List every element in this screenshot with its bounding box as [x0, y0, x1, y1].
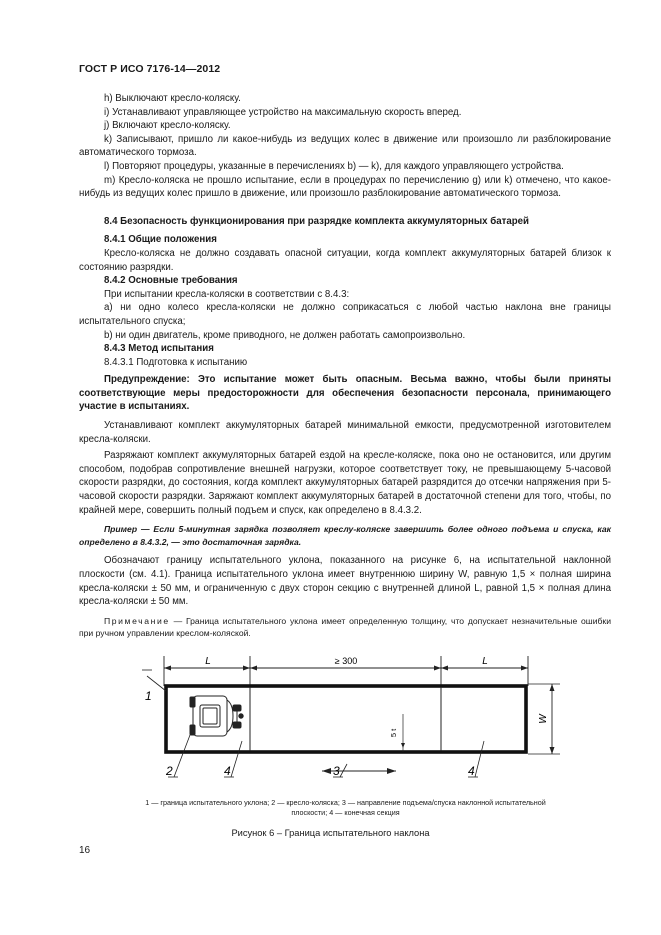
callout-label-4-right: 4 — [468, 764, 475, 778]
list-item-k: k) Записывают, пришло ли какое-нибудь из ведущих колес в движение или произошло ли разблокирование автоматического тормоза. — [79, 133, 611, 159]
wheelchair-icon — [190, 696, 243, 736]
section-heading-8-4: 8.4 Безопасность функционирования при разрядке комплекта аккумуляторных батарей — [104, 215, 529, 227]
leader-line-4-right — [475, 741, 484, 777]
note-label: Примечание — [104, 615, 170, 626]
list-item-l: l) Повторяют процедуры, указанные в перечислениях b) — k), для каждого управляющего устройства. — [104, 160, 564, 172]
callout-label-3: 3 — [333, 764, 340, 778]
list-item-m: m) Кресло-коляска не прошло испытание, если в процедурах по перечислению g) или k) отмечено, что какое-нибудь из ведущих колес пришло в движение, или произошло разблокирование автоматического тормоза. — [79, 174, 611, 200]
example-paragraph: Пример — Если 5-минутная зарядка позволяет креслу-коляске завершить более одного подъема и спуска, как определено в 8.4.3.2, — это достаточная зарядка. — [79, 524, 611, 547]
paragraph-8-4-1: Кресло-коляска не должно создавать опасной ситуации, когда комплект аккумуляторных батарей близок к состоянию разрядки. — [79, 247, 611, 273]
figure-legend-line-2: плоскости; 4 — конечная секция — [291, 808, 400, 817]
dim-label-right: L — [482, 656, 488, 667]
subsection-heading-8-4-2: 8.4.2 Основные требования — [104, 275, 238, 287]
leader-line-4-left — [231, 741, 242, 777]
page-body — [79, 92, 611, 640]
dim-label-left: L — [205, 656, 211, 667]
paragraph-discharge: Разряжают комплект аккумуляторных батарей ездой на кресле-коляске, пока оно не остановится, или другим способом, подобрав сопротивление внешней нагрузки, которое соответствует току, не превышающему 5-часовой скорости разрядки, до состояния, когда комплект аккумуляторных батарей разрядится до отсечки напряжения при 5-часовой скорости разрядки. Заряжают комплект аккумуляторных батарей в достаточной степени для того, чтобы, по крайней мере, совершить полный подъем и спуск, как определено в 8.4.3.2. — [79, 450, 611, 516]
list-item-b: b) ни один двигатель, кроме приводного, не должен работать самопроизвольно. — [104, 329, 466, 341]
leader-line-2 — [174, 735, 190, 777]
figure-title: Рисунок 6 – Граница испытательного наклона — [231, 828, 430, 838]
list-item-j: j) Включают кресло-коляску. — [104, 120, 231, 132]
paragraph-8-4-2-intro: При испытании кресла-коляски в соответствии с 8.4.3: — [104, 288, 350, 300]
callout-label-2: 2 — [166, 764, 173, 778]
document-header: ГОСТ Р ИСО 7176-14—2012 — [79, 63, 221, 75]
subsection-heading-8-4-1: 8.4.1 Общие положения — [104, 234, 217, 246]
callout-label-1: 1 — [145, 689, 152, 703]
list-item-a: a) ни одно колесо кресла-коляски не должно соприкасаться с любой частью наклона вне границы испытательного спуска; — [79, 302, 611, 327]
dim-label-middle: ≥ 300 — [334, 656, 358, 666]
callout-label-4-left: 4 — [224, 764, 231, 778]
figure-legend — [93, 798, 598, 818]
subsection-heading-8-4-3: 8.4.3 Метод испытания — [104, 343, 214, 355]
figure-legend-line-1: 1 — граница испытательного уклона; 2 — кресло-коляска; 3 — направление подъема/спуска наклонной испытательной — [145, 798, 546, 807]
page-number: 16 — [79, 845, 91, 856]
note-text: — Граница испытательного уклона имеет определенную толщину, что допускает незначительные ошибки при ручном управлении креслом-коляской. — [79, 615, 611, 639]
note-paragraph — [79, 615, 611, 640]
dim-label-w: W — [538, 714, 549, 724]
dimension-thickness-arrowhead — [401, 743, 405, 748]
figure-6-diagram — [130, 656, 570, 796]
list-item-i: i) Устанавливают управляющее устройство на максимальную скорость вперед. — [104, 106, 462, 118]
warning-paragraph: Предупреждение: Это испытание может быть опасным. Весьма важно, чтобы были приняты соответствующие меры предосторожности для обеспечения безопасности персонала, принимающего участие в испытаниях. — [79, 374, 611, 413]
list-item-h: h) Выключают кресло-коляску. — [104, 93, 241, 104]
diagram-svg — [130, 656, 570, 796]
paragraph-boundary: Обозначают границу испытательного уклона, показанного на рисунке 6, на испытательной наклонной плоскости (см. 4.1). Граница испытательного уклона имеет внутреннюю ширину W, равную 1,5 × полная ширина кресла-коляски ± 50 мм, и ограниченную с двух сторон секцию с внутренней длиной L, равной 1,5 × полная длина кресла-коляски ± 50 мм. — [79, 555, 611, 608]
subsection-heading-8-4-3-1: 8.4.3.1 Подготовка к испытанию — [104, 356, 248, 368]
paragraph-install-battery: Устанавливают комплект аккумуляторных батарей минимальной емкости, предусмотренной изготовителем кресла-коляски. — [79, 420, 611, 445]
dim-label-thickness: 5 t — [389, 728, 398, 738]
